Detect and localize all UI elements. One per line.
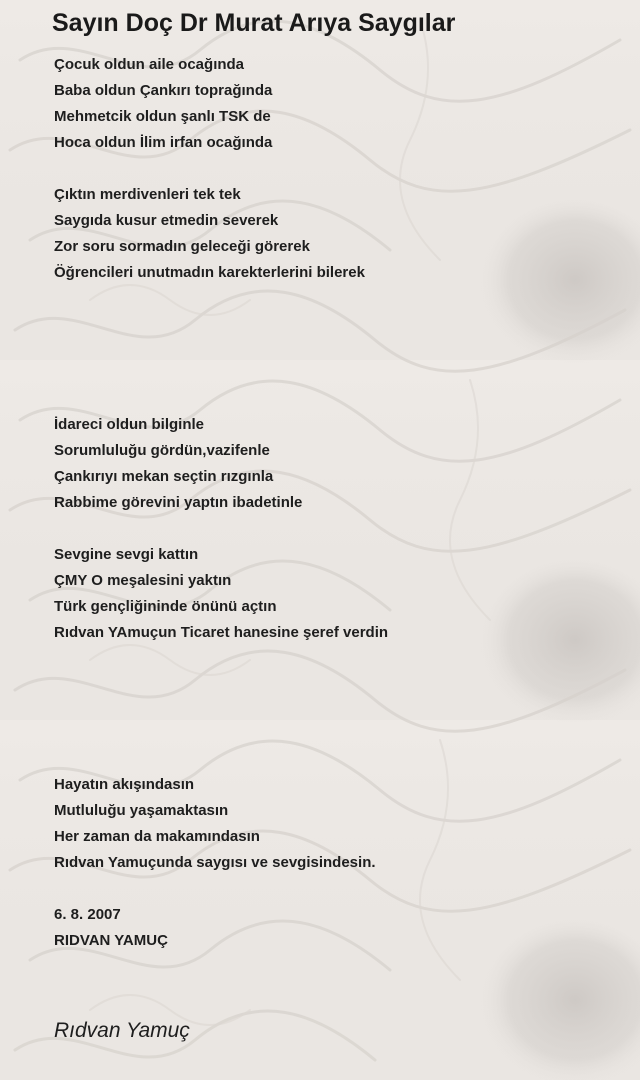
poem-date: 6. 8. 2007 (54, 906, 121, 923)
poem-line: Saygıda kusur etmedin severek (54, 212, 279, 229)
poem-line: Hoca oldun İlim irfan ocağında (54, 134, 273, 151)
poem-line: ÇMY O meşalesini yaktın (54, 572, 232, 589)
poem-line: İdareci oldun bilginle (54, 416, 205, 433)
poem-line: Çıktın merdivenleri tek tek (54, 186, 241, 203)
poem-title: Sayın Doç Dr Murat Arıya Saygılar (52, 9, 456, 37)
poem-line: Türk gençliğininde önünü açtın (54, 598, 277, 615)
poem-line: Sevgine sevgi kattın (54, 546, 199, 563)
author-signature: Rıdvan Yamuç (54, 1019, 190, 1042)
poem-line: Baba oldun Çankırı toprağında (54, 82, 273, 99)
poem-line: Rıdvan YAmuçun Ticaret hanesine şeref verdin (54, 624, 389, 641)
poem-line: Çankırıyı mekan seçtin rızgınla (54, 468, 274, 485)
poem-line: Öğrencileri unutmadın karekterlerini bilerek (54, 264, 365, 281)
poem-line: Rabbime görevini yaptın ibadetinle (54, 494, 303, 511)
poem-line: Hayatın akışındasın (54, 776, 195, 793)
poem-line: Her zaman da makamındasın (54, 828, 260, 845)
poem-line: Sorumluluğu gördün,vazifenle (54, 442, 270, 459)
poem-line: Rıdvan Yamuçunda saygısı ve sevgisindesin. (54, 854, 376, 871)
poem-line: Mehmetcik oldun şanlı TSK de (54, 108, 271, 125)
poem-author-caps: RIDVAN YAMUÇ (54, 932, 168, 949)
poem-line: Mutluluğu yaşamaktasın (54, 802, 229, 819)
poem-line: Zor soru sormadın geleceği görerek (54, 238, 310, 255)
poem-line: Çocuk oldun aile ocağında (54, 56, 245, 73)
